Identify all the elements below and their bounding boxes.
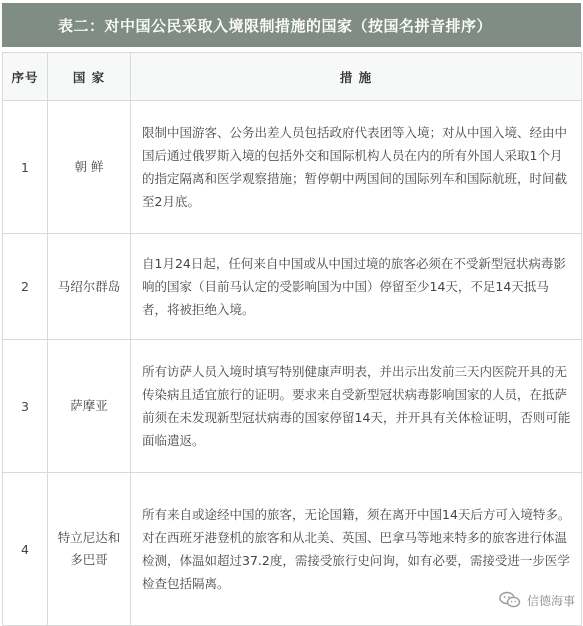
row-num: 1 xyxy=(3,101,48,234)
header-num: 序号 xyxy=(3,53,48,101)
row-num: 4 xyxy=(3,473,48,626)
measure-paragraph: 所有访萨人员入境时填写特别健康声明表，并出示出发前三天内医院开具的无传染病且适宜旅行的证明。要求来自受新型冠状病毒影响国家的人员，在抵萨前须在未发现新型冠状病毒的国家停留14天，并开具有关体检证明，否则可能面临遣返。 xyxy=(142,364,571,448)
table-row xyxy=(3,340,582,473)
table-row xyxy=(3,473,582,626)
row-country: 特立尼达和多巴哥 xyxy=(48,473,131,626)
row-measure xyxy=(131,101,582,234)
measure-paragraph: 所有来自或途经中国的旅客，无论国籍，须在离开中国14天后方可入境特多。 xyxy=(142,507,571,522)
measure-paragraph: 自1月24日起，任何来自中国或从中国过境的旅客必须在不受新型冠状病毒影响的国家（目前马认定的受影响国为中国）停留至少14天，不足14天抵马者，将被拒绝入境。 xyxy=(142,256,566,317)
header-measures: 措 施 xyxy=(131,53,582,101)
row-measure xyxy=(131,234,582,340)
row-measure xyxy=(131,340,582,473)
watermark-text: 信德海事 xyxy=(526,593,575,608)
table-title: 表二：对中国公民采取入境限制措施的国家（按国名拼音排序） xyxy=(2,3,581,47)
measure-paragraph: 限制中国游客、公务出差人员包括政府代表团等入境；对从中国入境、经由中国后通过俄罗斯入境的包括外交和国际机构人员在内的所有外国人采取1个月的指定隔离和医学观察措施；暂停朝中两国间的国际列车和国际航班，时间截至2月底。 xyxy=(142,125,568,209)
wechat-icon xyxy=(499,591,521,609)
row-country: 萨摩亚 xyxy=(48,340,131,473)
watermark xyxy=(499,591,575,609)
measure-paragraph: 对在西班牙港登机的旅客和从北美、英国、巴拿马等地来特多的旅客进行体温检测，体温如超过37.2度，需接受旅行史问询，如有必要，需接受进一步医学检查包括隔离。 xyxy=(142,530,570,591)
header-row xyxy=(3,53,582,101)
table-row xyxy=(3,234,582,340)
restriction-table xyxy=(2,52,582,626)
table-row xyxy=(3,101,582,234)
row-country: 马绍尔群岛 xyxy=(48,234,131,340)
row-country: 朝 鲜 xyxy=(48,101,131,234)
row-num: 3 xyxy=(3,340,48,473)
header-country: 国 家 xyxy=(48,53,131,101)
row-num: 2 xyxy=(3,234,48,340)
